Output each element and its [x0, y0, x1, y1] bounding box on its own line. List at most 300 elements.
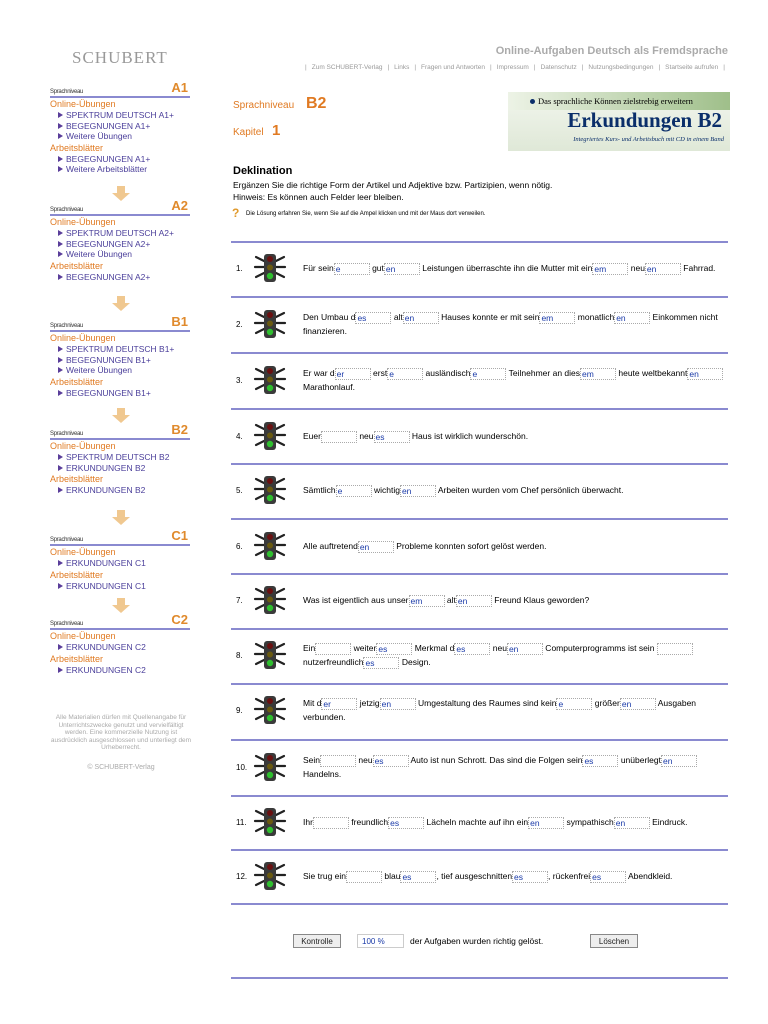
answer-value: e	[472, 368, 478, 379]
answer-value: es	[378, 643, 388, 654]
answer-field[interactable]	[346, 871, 382, 883]
clear-button[interactable]: Löschen	[590, 934, 638, 948]
exercise-sentence	[303, 261, 728, 275]
book-banner[interactable]	[508, 92, 730, 151]
sentence-text: Sie trug ein	[303, 871, 346, 881]
sentence-text: ausländisch	[423, 368, 471, 378]
sidebar-section-title[interactable]: Arbeitsblätter	[50, 376, 104, 387]
sidebar-link[interactable]: ERKUNDUNGEN B2	[50, 463, 190, 474]
divider	[231, 628, 728, 630]
exercise-number: 12.	[236, 872, 248, 881]
exercise-sentence	[303, 429, 728, 443]
exercise-sentence	[303, 310, 728, 338]
sidebar-link[interactable]: BEGEGNUNGEN A2+	[50, 272, 190, 283]
answer-field[interactable]	[620, 698, 656, 710]
exercise-row	[231, 308, 728, 340]
down-arrow-icon	[112, 186, 130, 201]
arrow-stem	[117, 296, 125, 303]
exercise-number: 9.	[236, 706, 243, 715]
answer-field[interactable]	[614, 312, 650, 324]
sentence-text: weiter	[351, 643, 377, 653]
answer-field[interactable]	[539, 312, 575, 324]
answer-field[interactable]	[384, 263, 420, 275]
level-code: C1	[171, 528, 188, 543]
nav-link[interactable]: Zum SCHUBERT-Verlag	[311, 64, 383, 71]
answer-value	[322, 432, 323, 442]
exercise-sentence	[303, 641, 728, 669]
sidebar-link[interactable]: Weitere Übungen	[50, 249, 190, 260]
exercise-sentence	[303, 753, 728, 781]
answer-field[interactable]	[376, 643, 412, 655]
answer-field[interactable]	[363, 657, 399, 669]
level-header	[50, 614, 190, 630]
exercise-title: Deklination	[233, 165, 293, 177]
sentence-text: größer	[592, 698, 620, 708]
answer-value: en	[689, 368, 699, 379]
divider	[231, 849, 728, 851]
sentence-text: sympathisch	[564, 817, 614, 827]
sidebar-section-title[interactable]: Arbeitsblätter	[50, 142, 104, 153]
traffic-light-icon[interactable]	[253, 253, 287, 283]
nav-separator: |	[658, 64, 661, 71]
sidebar-section-title[interactable]: Arbeitsblätter	[50, 474, 104, 484]
exercise-row	[231, 474, 728, 506]
level-header	[50, 200, 190, 216]
exercise-row	[231, 530, 728, 562]
divider	[231, 573, 728, 575]
answer-value: en	[404, 312, 415, 323]
level-label: Sprachniveau	[50, 207, 84, 213]
sidebar-section-title[interactable]: Arbeitsblätter	[50, 569, 104, 580]
sentence-text: Ein	[303, 643, 316, 653]
divider	[231, 408, 728, 410]
exercise-hint: Hinweis: Es können auch Felder leer bleiben.	[233, 192, 404, 202]
sentence-text: Hauses konnte er mit sein	[438, 312, 540, 322]
level-code: C2	[171, 612, 188, 627]
sidebar-section-title[interactable]: Online-Übungen	[50, 217, 116, 227]
answer-field[interactable]	[387, 368, 423, 380]
copyright-notice: Alle Materialien dürfen mit Quellenangabe für Unterrichtszwecke genutzt und vervielfältigt werden. Eine kommerzielle Nutzung ist ausdrücklich ausgeschlossen und unterliegt dem Urheberrecht.	[50, 714, 192, 751]
exercise-sentence	[303, 366, 728, 394]
answer-field[interactable]	[403, 312, 439, 324]
answer-value: en	[401, 485, 412, 496]
nav-separator: |	[414, 64, 417, 71]
sidebar-link[interactable]: SPEKTRUM DEUTSCH A2+	[50, 228, 190, 239]
sentence-text: Probleme konnten sofort gelöst werden.	[393, 541, 547, 551]
divider	[231, 683, 728, 685]
down-arrow-icon	[112, 408, 130, 423]
answer-field[interactable]	[315, 643, 351, 655]
sidebar-link[interactable]: ERKUNDUNGEN C2	[50, 665, 190, 676]
arrow-stem	[117, 408, 125, 415]
answer-value: en	[616, 312, 626, 323]
answer-value	[658, 644, 659, 654]
sentence-text: Handelns.	[303, 769, 342, 779]
exercise-sentence	[303, 815, 728, 829]
sidebar-section-title[interactable]: Online-Übungen	[50, 631, 116, 641]
level-label: Sprachniveau	[50, 621, 84, 627]
sentence-text: Einkommen nicht finanzieren.	[303, 312, 718, 336]
answer-field[interactable]	[358, 541, 394, 553]
traffic-light-icon[interactable]	[253, 807, 287, 837]
divider	[231, 296, 728, 298]
divider	[231, 795, 728, 797]
sentence-text: Was ist eigentlich aus unser	[303, 595, 409, 605]
exercise-number: 11.	[236, 818, 247, 827]
answer-value: en	[530, 817, 540, 828]
level-header	[50, 82, 190, 98]
exercise-instruction: Ergänzen Sie die richtige Form der Artikel und Adjektive bzw. Partizipien, wenn nötig.	[233, 180, 553, 190]
answer-value: es	[514, 871, 524, 882]
exercise-number: 2.	[236, 320, 243, 329]
answer-value: e	[337, 485, 343, 496]
logo[interactable]: SCHUBERT	[72, 48, 168, 67]
answer-field[interactable]	[556, 698, 592, 710]
arrow-tip	[112, 193, 130, 201]
sidebar-section-title[interactable]: Online-Übungen	[50, 99, 116, 109]
sentence-text: wichtig	[371, 485, 400, 495]
answer-value: es	[365, 657, 375, 668]
sentence-text: Design.	[399, 657, 431, 667]
answer-value: er	[323, 698, 331, 709]
nav-link[interactable]: Startseite aufrufen	[665, 64, 719, 71]
sidebar-level-b1	[50, 316, 190, 398]
exercise-number: 5.	[236, 486, 243, 495]
kapitel-label: Kapitel	[233, 127, 264, 138]
answer-value: en	[381, 698, 392, 709]
answer-field[interactable]	[454, 643, 490, 655]
sidebar-level-a2	[50, 200, 190, 282]
answer-field[interactable]	[400, 485, 436, 497]
answer-field[interactable]	[380, 698, 416, 710]
sentence-text: Sein	[303, 755, 321, 765]
answer-value: er	[336, 368, 345, 379]
exercise-row	[231, 364, 728, 396]
sidebar-link[interactable]: BEGEGNUNGEN A1+	[50, 121, 190, 132]
answer-value: em	[541, 312, 554, 323]
level-label: Sprachniveau	[50, 537, 84, 543]
answer-field[interactable]	[336, 485, 372, 497]
answer-value: en	[385, 263, 396, 274]
sentence-text: gut	[369, 263, 384, 273]
exercise-row	[231, 639, 728, 671]
answer-value: en	[663, 755, 673, 766]
arrow-stem	[117, 186, 125, 193]
sidebar-level-b2	[50, 424, 190, 496]
answer-value: es	[592, 871, 602, 882]
answer-value	[314, 818, 315, 828]
sentence-text: Freund Klaus geworden?	[491, 595, 590, 605]
sentence-text: Merkmal d	[412, 643, 455, 653]
answer-field[interactable]	[512, 871, 548, 883]
answer-field[interactable]	[400, 871, 436, 883]
answer-field[interactable]	[657, 643, 693, 655]
divider	[231, 903, 728, 905]
sentence-text: heute weltbekannt	[616, 368, 688, 378]
sentence-text: monatlich	[575, 312, 615, 322]
answer-value: es	[456, 643, 466, 654]
exercise-sentence	[303, 593, 728, 607]
sentence-text: unüberlegt	[618, 755, 661, 765]
sidebar-link[interactable]: Weitere Übungen	[50, 131, 190, 142]
sentence-text: Abendkleid.	[626, 871, 673, 881]
sidebar-link[interactable]: ERKUNDUNGEN C1	[50, 558, 190, 569]
answer-field[interactable]	[388, 817, 424, 829]
answer-field[interactable]	[334, 263, 370, 275]
score-text: der Aufgaben wurden richtig gelöst.	[410, 936, 544, 946]
traffic-light-icon[interactable]	[253, 695, 287, 725]
bullet-icon	[530, 99, 535, 104]
traffic-light-icon[interactable]	[253, 309, 287, 339]
sentence-text: Auto ist nun Schrott. Das sind die Folgen sein	[408, 755, 583, 765]
answer-value: en	[615, 817, 626, 828]
exercise-number: 10.	[236, 763, 248, 772]
answer-field[interactable]	[582, 755, 618, 767]
sidebar-link[interactable]: Weitere Arbeitsblätter	[50, 164, 190, 175]
sidebar-level-a1	[50, 82, 190, 175]
divider	[231, 977, 728, 979]
sidebar-section-title[interactable]: Online-Übungen	[50, 441, 116, 451]
answer-value: em	[582, 368, 594, 379]
answer-field[interactable]	[374, 431, 410, 443]
sentence-text: Arbeiten wurden vom Chef persönlich überwacht.	[435, 485, 624, 495]
sentence-text: Sämtlich	[303, 485, 336, 495]
arrow-tip	[112, 605, 130, 613]
check-button[interactable]: Kontrolle	[293, 934, 341, 948]
level-code: B2	[171, 422, 188, 437]
sidebar-link[interactable]: BEGEGNUNGEN A1+	[50, 154, 190, 165]
help-text: Die Lösung erfahren Sie, wenn Sie auf die Ampel klicken und mit der Maus dort verweilen.	[246, 211, 486, 217]
answer-value	[347, 872, 348, 882]
down-arrow-icon	[112, 510, 130, 525]
banner-tagline: Das sprachliche Können zielstrebig erweitern	[538, 96, 693, 106]
answer-field[interactable]	[645, 263, 681, 275]
sidebar-link[interactable]: ERKUNDUNGEN C2	[50, 642, 190, 653]
exercise-sentence	[303, 483, 728, 497]
nav-separator: |	[305, 64, 307, 71]
answer-field[interactable]	[580, 368, 616, 380]
nav-link[interactable]: Nutzungsbedingungen	[588, 64, 654, 71]
sidebar-link[interactable]: BEGEGNUNGEN B1+	[50, 355, 190, 366]
sprachniveau-value: B2	[306, 95, 327, 112]
answer-field[interactable]	[456, 595, 492, 607]
answer-field[interactable]	[528, 817, 564, 829]
answer-value: e	[389, 368, 394, 379]
answer-field[interactable]	[321, 431, 357, 443]
answer-value: es	[584, 755, 594, 766]
arrow-stem	[117, 598, 125, 605]
answer-field[interactable]	[614, 817, 650, 829]
answer-field[interactable]	[373, 755, 409, 767]
traffic-light-icon[interactable]	[253, 365, 287, 395]
sentence-text: freundlich	[348, 817, 389, 827]
exercise-row	[231, 584, 728, 616]
sentence-text: erst	[370, 368, 388, 378]
sidebar-link[interactable]: SPEKTRUM DEUTSCH A1+	[50, 110, 190, 121]
answer-value	[321, 756, 322, 766]
answer-field[interactable]	[335, 368, 371, 380]
nav-link[interactable]: Impressum	[496, 64, 529, 71]
sentence-text: Ausgaben verbunden.	[303, 698, 697, 722]
sentence-text: Den Umbau d	[303, 312, 356, 322]
answer-value: e	[335, 263, 341, 274]
level-label: Sprachniveau	[50, 323, 84, 329]
sidebar-link[interactable]: ERKUNDUNGEN C1	[50, 581, 190, 592]
sidebar-link[interactable]: SPEKTRUM DEUTSCH B1+	[50, 344, 190, 355]
sentence-text: Haus ist wirklich wunderschön.	[409, 431, 529, 441]
answer-value: en	[457, 595, 468, 606]
sentence-text: Ihr	[303, 817, 313, 827]
answer-value: es	[390, 817, 400, 828]
sentence-text: Für sein	[303, 263, 334, 273]
answer-field[interactable]	[687, 368, 723, 380]
level-header	[50, 424, 190, 440]
exercise-row	[231, 252, 728, 284]
answer-value: en	[621, 698, 632, 709]
score-field: 100 %	[357, 934, 404, 948]
sentence-text: blau	[382, 871, 401, 881]
arrow-tip	[112, 415, 130, 423]
divider	[231, 739, 728, 741]
answer-field[interactable]	[321, 698, 357, 710]
sidebar-link[interactable]: BEGEGNUNGEN B1+	[50, 388, 190, 399]
sidebar-link[interactable]: Weitere Übungen	[50, 365, 190, 376]
answer-field[interactable]	[313, 817, 349, 829]
exercise-row	[231, 694, 728, 726]
answer-field[interactable]	[590, 871, 626, 883]
exercise-number: 4.	[236, 432, 243, 441]
sentence-text: Euer	[303, 431, 321, 441]
exercise-number: 1.	[236, 264, 243, 273]
sentence-text: Marathonlauf.	[303, 382, 355, 392]
sprachniveau-label: Sprachniveau	[233, 100, 295, 111]
answer-value	[316, 644, 317, 654]
traffic-light-icon[interactable]	[253, 752, 287, 782]
banner-title: Erkundungen B2	[567, 108, 722, 132]
answer-field[interactable]	[592, 263, 628, 275]
divider	[231, 352, 728, 354]
traffic-light-icon[interactable]	[253, 640, 287, 670]
level-code: A1	[171, 80, 188, 95]
level-code: B1	[171, 314, 188, 329]
sidebar-link[interactable]: SPEKTRUM DEUTSCH B2	[50, 452, 190, 463]
answer-value: es	[374, 755, 384, 766]
down-arrow-icon	[112, 598, 130, 613]
exercise-number: 8.	[236, 651, 243, 660]
divider	[231, 241, 728, 243]
sentence-text: Fahrrad.	[680, 263, 716, 273]
answer-field[interactable]	[355, 312, 391, 324]
nav-separator: |	[533, 64, 536, 71]
level-header	[50, 530, 190, 546]
answer-value: es	[375, 431, 385, 442]
sentence-text: , rückenfrei	[548, 871, 591, 881]
nav-separator: |	[387, 64, 390, 71]
level-header	[50, 316, 190, 332]
answer-value: en	[359, 541, 370, 552]
sentence-text: Lächeln machte auf ihn ein	[424, 817, 529, 827]
nav-link[interactable]: Links	[394, 64, 410, 71]
sentence-text: neu	[490, 643, 507, 653]
exercise-row	[231, 420, 728, 452]
sentence-text: Computerprogramms ist sein	[542, 643, 657, 653]
nav-separator: |	[490, 64, 492, 71]
exercise-sentence	[303, 696, 728, 724]
sentence-text: alt	[391, 312, 403, 322]
traffic-light-icon[interactable]	[253, 531, 287, 561]
nav-separator: |	[581, 64, 584, 71]
nav-link[interactable]: Fragen und Antworten	[421, 64, 485, 71]
top-navigation	[300, 64, 730, 71]
sentence-text: neu	[628, 263, 645, 273]
down-arrow-icon	[112, 296, 130, 311]
answer-field[interactable]	[507, 643, 543, 655]
sidebar-link[interactable]: BEGEGNUNGEN A2+	[50, 239, 190, 250]
answer-field[interactable]	[470, 368, 506, 380]
sentence-text: jetzig	[357, 698, 380, 708]
traffic-light-icon[interactable]	[253, 475, 287, 505]
sidebar-section-title[interactable]: Online-Übungen	[50, 333, 116, 343]
answer-field[interactable]	[409, 595, 445, 607]
level-label: Sprachniveau	[50, 431, 84, 437]
sentence-text: nutzerfreundlich	[303, 657, 364, 667]
kapitel-number: 1	[272, 122, 281, 139]
sidebar-section-title[interactable]: Arbeitsblätter	[50, 260, 104, 271]
sentence-text: Umgestaltung des Raumes sind kein	[415, 698, 557, 708]
sentence-text: Eindruck.	[649, 817, 688, 827]
answer-value: en	[508, 643, 519, 654]
sidebar-level-c2	[50, 614, 190, 675]
sentence-text: Mit d	[303, 698, 322, 708]
sentence-text: neu	[356, 431, 374, 441]
exercise-row	[231, 860, 728, 892]
sentence-text: , tief ausgeschnitten	[436, 871, 513, 881]
exercise-row	[231, 806, 728, 838]
answer-field[interactable]	[320, 755, 356, 767]
answer-value: e	[558, 698, 564, 709]
sentence-text: Leistungen überraschte ihn die Mutter mit ein	[419, 263, 593, 273]
traffic-light-icon[interactable]	[253, 421, 287, 451]
exercise-number: 3.	[236, 376, 243, 385]
sidebar-level-c1	[50, 530, 190, 591]
traffic-light-icon[interactable]	[253, 861, 287, 891]
sentence-text: Er war d	[303, 368, 335, 378]
site-title: Online-Aufgaben Deutsch als Fremdsprache	[495, 45, 728, 57]
level-label: Sprachniveau	[50, 89, 84, 95]
sentence-text: Alle auftretend	[303, 541, 358, 551]
exercise-number: 7.	[236, 596, 243, 605]
level-code: A2	[171, 198, 188, 213]
divider	[231, 518, 728, 520]
exercise-number: 6.	[236, 542, 243, 551]
sentence-text: neu	[356, 755, 373, 765]
arrow-tip	[112, 517, 130, 525]
answer-value: en	[646, 263, 657, 274]
question-mark-icon: ?	[232, 206, 240, 220]
nav-link[interactable]: Datenschutz	[540, 64, 577, 71]
answer-value: em	[410, 595, 423, 606]
answer-value: em	[594, 263, 607, 274]
sidebar-link[interactable]: ERKUNDUNGEN B2	[50, 485, 190, 496]
banner-subtitle: Integriertes Kurs- und Arbeitsbuch mit CD in einem Band	[573, 136, 724, 143]
arrow-tip	[112, 303, 130, 311]
copyright-verlag: © SCHUBERT-Verlag	[87, 764, 155, 771]
sidebar-section-title[interactable]: Online-Übungen	[50, 547, 116, 557]
sidebar-section-title[interactable]: Arbeitsblätter	[50, 653, 104, 664]
traffic-light-icon[interactable]	[253, 585, 287, 615]
answer-field[interactable]	[661, 755, 697, 767]
answer-value: es	[402, 871, 412, 882]
